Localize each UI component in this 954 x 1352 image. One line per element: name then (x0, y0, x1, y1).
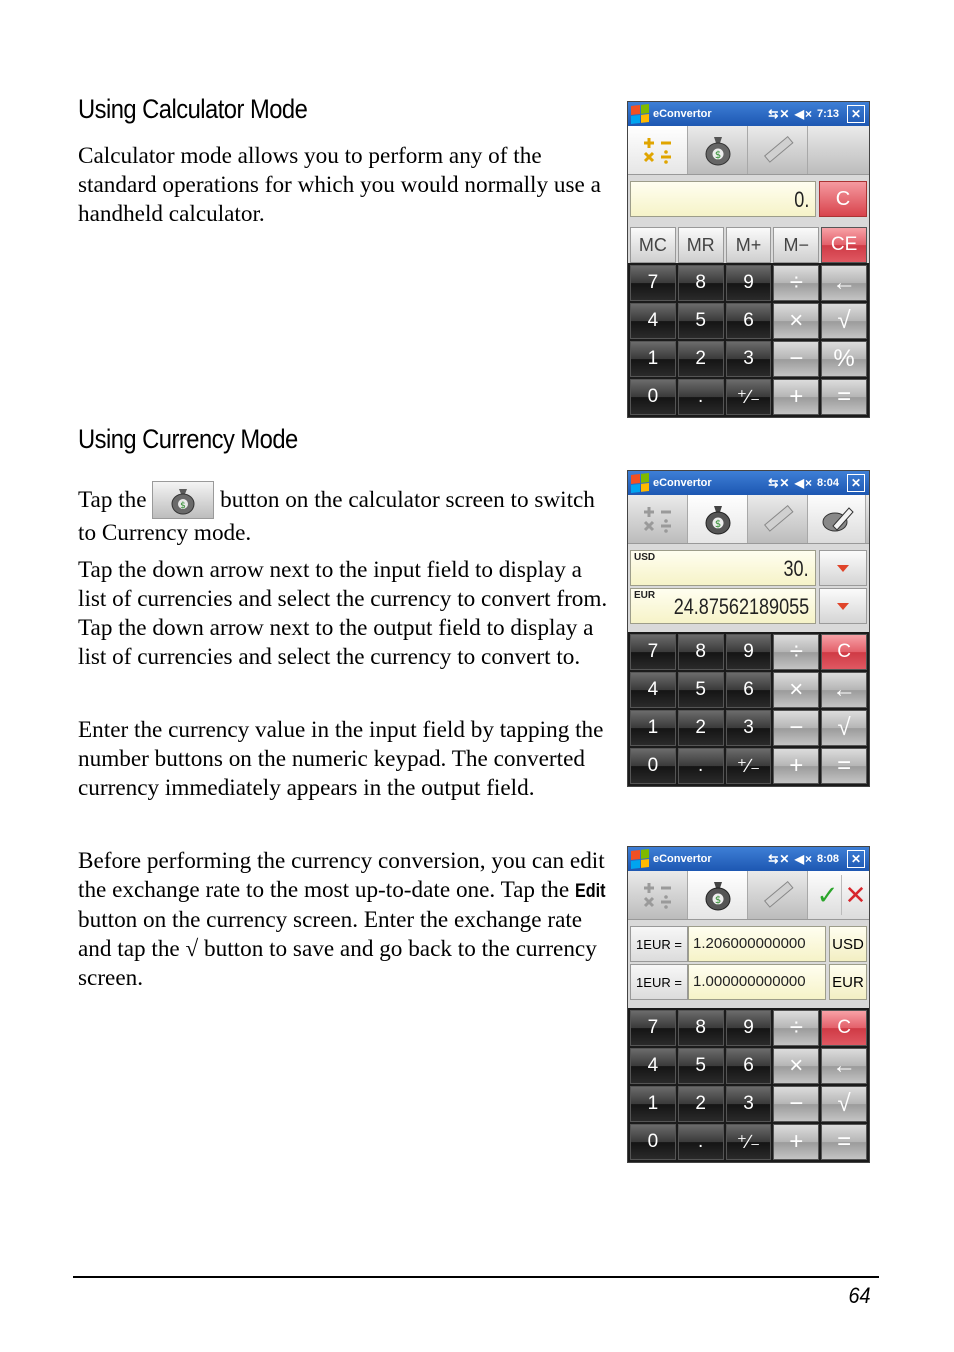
key-divide[interactable]: ÷ (773, 265, 819, 301)
key-sqrt[interactable]: √ (821, 710, 867, 746)
key-2[interactable]: 2 (678, 710, 724, 746)
key-9[interactable]: 9 (726, 634, 772, 670)
output-currency-dropdown[interactable] (819, 588, 867, 624)
edit-rate-button[interactable] (808, 495, 866, 543)
key-multiply[interactable]: × (773, 303, 819, 339)
money-bag-icon (703, 503, 733, 535)
money-bag-icon (703, 134, 733, 166)
key-plus-minus[interactable]: ⁺∕₋ (726, 748, 772, 784)
tab-measurement[interactable] (748, 871, 808, 919)
close-icon[interactable]: ✕ (847, 850, 865, 868)
money-bag-icon (703, 879, 733, 911)
key-plus[interactable]: + (773, 379, 819, 415)
svg-text:$: $ (180, 501, 187, 511)
key-3[interactable]: 3 (726, 710, 772, 746)
key-divide[interactable]: ÷ (773, 1010, 819, 1046)
key-plus[interactable]: + (773, 1124, 819, 1160)
key-sqrt[interactable]: √ (821, 303, 867, 339)
key-backspace[interactable]: ← (821, 672, 867, 708)
connectivity-volume-icon[interactable]: ⇆✕ ◀× (768, 852, 813, 866)
calculator-screenshot (627, 101, 870, 418)
tab-measurement[interactable] (748, 126, 808, 174)
currency-screenshot (627, 470, 870, 787)
key-4[interactable]: 4 (630, 1048, 676, 1084)
mode-tabs (628, 871, 869, 920)
key-sqrt[interactable]: √ (821, 1086, 867, 1122)
tab-currency[interactable] (688, 871, 748, 919)
tab-calculator[interactable] (628, 871, 688, 919)
calculator-display[interactable]: 0. (630, 181, 816, 217)
exchange-rate-instructions (78, 847, 612, 993)
title-bar (628, 847, 869, 871)
currency-output-field[interactable]: EUR 24.87562189055 (630, 588, 816, 624)
key-1[interactable]: 1 (630, 341, 676, 377)
heading-calculator-mode: Using Calculator Mode (78, 94, 308, 124)
title-bar (628, 471, 869, 495)
key-mc[interactable]: MC (630, 227, 676, 263)
chevron-down-icon (837, 603, 849, 610)
svg-text:$: $ (714, 519, 721, 530)
key-1[interactable]: 1 (630, 1086, 676, 1122)
key-equals[interactable]: = (821, 379, 867, 415)
rate2-label: 1EUR = (630, 964, 688, 1000)
key-6[interactable]: 6 (726, 303, 772, 339)
edit-rate-screenshot (627, 846, 870, 1163)
page-number: 64 (847, 1283, 870, 1308)
key-backspace[interactable]: ← (821, 1048, 867, 1084)
key-4[interactable]: 4 (630, 672, 676, 708)
title-bar (628, 102, 869, 126)
currency-dropdown-instructions: Tap the down arrow next to the input field to display a list of currencies and select the currency to convert from. Tap the down arrow next to the output field to display a list of currencies and select the currency to convert to. (78, 557, 608, 670)
input-currency-dropdown[interactable] (819, 550, 867, 586)
rate2-currency: EUR (829, 964, 867, 1000)
key-multiply[interactable]: × (773, 672, 819, 708)
display-area (628, 544, 869, 632)
input-currency-code: USD (634, 552, 656, 563)
calculator-keypad (628, 263, 869, 417)
key-4[interactable]: 4 (630, 303, 676, 339)
connectivity-volume-icon[interactable]: ⇆✕ ◀× (768, 107, 813, 121)
key-percent[interactable]: % (821, 341, 867, 377)
key-6[interactable]: 6 (726, 1048, 772, 1084)
key-8[interactable]: 8 (678, 634, 724, 670)
edit-pencil-icon (819, 502, 855, 536)
tab-currency[interactable] (688, 126, 748, 174)
windows-start-icon[interactable] (631, 473, 649, 493)
key-5[interactable]: 5 (678, 672, 724, 708)
key-1[interactable]: 1 (630, 710, 676, 746)
key-6[interactable]: 6 (726, 672, 772, 708)
currency-intro (78, 481, 612, 548)
key-0[interactable]: 0 (630, 379, 676, 415)
rate-area (628, 920, 869, 1008)
key-2[interactable]: 2 (678, 1086, 724, 1122)
key-plus-minus[interactable]: ⁺∕₋ (726, 379, 772, 415)
key-9[interactable]: 9 (726, 265, 772, 301)
key-0[interactable]: 0 (630, 1124, 676, 1160)
key-multiply[interactable]: × (773, 1048, 819, 1084)
currency-keypad (628, 632, 869, 786)
key-clear[interactable]: C (821, 1010, 867, 1046)
key-2[interactable]: 2 (678, 341, 724, 377)
key-plus-minus[interactable]: ⁺∕₋ (726, 1124, 772, 1160)
exchange-rate-text-before: Before performing the currency conversion, you can edit the exchange rate to the most up-to-date one. Tap the (78, 848, 605, 903)
currency-input-field[interactable]: USD 30. (630, 550, 816, 586)
footer-rule (73, 1276, 879, 1278)
key-m-plus[interactable]: M+ (726, 227, 772, 263)
tab-measurement[interactable] (748, 495, 808, 543)
calculator-ops-icon (641, 880, 675, 910)
exchange-rate-text-after: button on the currency screen. Enter the exchange rate and tap the √ button to save and go back to the currency screen. (78, 907, 597, 991)
key-7[interactable]: 7 (630, 634, 676, 670)
currency-intro-before: Tap the (78, 487, 147, 513)
key-minus[interactable]: − (773, 1086, 819, 1122)
memory-keys (628, 225, 869, 263)
rate1-label: 1EUR = (630, 926, 688, 962)
tab-calculator[interactable] (628, 126, 688, 174)
tab-currency[interactable] (688, 495, 748, 543)
output-currency-code: EUR (634, 590, 656, 601)
calculator-description: Calculator mode allows you to perform any of the standard operations for which you would normally use a handheld calculator. (78, 143, 601, 227)
key-8[interactable]: 8 (678, 265, 724, 301)
rate2-input[interactable]: 1.000000000000 (688, 964, 826, 1000)
key-3[interactable]: 3 (726, 341, 772, 377)
svg-text:$: $ (714, 150, 721, 161)
key-7[interactable]: 7 (630, 1010, 676, 1046)
connectivity-volume-icon[interactable]: ⇆✕ ◀× (768, 476, 813, 490)
money-bag-icon (169, 485, 197, 515)
key-backspace[interactable]: ← (821, 265, 867, 301)
svg-text:$: $ (714, 895, 721, 906)
edit-keypad (628, 1008, 869, 1162)
key-equals[interactable]: = (821, 748, 867, 784)
app-title: eConvertor (653, 477, 712, 489)
tab-calculator[interactable] (628, 495, 688, 543)
key-ce[interactable]: CE (821, 227, 867, 263)
clock: 8:08 (816, 853, 839, 865)
clear-button[interactable]: C (819, 181, 867, 217)
key-plus[interactable]: + (773, 748, 819, 784)
currency-intro-after: button on the calculator screen to switch to Currency mode. (78, 487, 595, 546)
key-divide[interactable]: ÷ (773, 634, 819, 670)
currency-tab-inline-icon (152, 481, 214, 519)
save-rate-button[interactable]: ✓ (816, 879, 839, 910)
windows-start-icon[interactable] (631, 849, 649, 869)
key-0[interactable]: 0 (630, 748, 676, 784)
key-equals[interactable]: = (821, 1124, 867, 1160)
ruler-icon (761, 878, 795, 912)
calculator-ops-icon (641, 504, 675, 534)
rate1-currency: USD (829, 926, 867, 962)
rate1-input[interactable]: 1.206000000000 (688, 926, 826, 962)
key-decimal[interactable]: . (678, 1124, 724, 1160)
close-icon[interactable]: ✕ (847, 474, 865, 492)
ruler-icon (761, 133, 795, 167)
key-9[interactable]: 9 (726, 1010, 772, 1046)
key-5[interactable]: 5 (678, 1048, 724, 1084)
key-decimal[interactable]: . (678, 379, 724, 415)
close-icon[interactable]: ✕ (847, 105, 865, 123)
cancel-edit-button[interactable]: ✕ (841, 875, 869, 915)
heading-currency-mode: Using Currency Mode (78, 424, 298, 454)
app-title: eConvertor (653, 853, 712, 865)
key-minus[interactable]: − (773, 710, 819, 746)
key-5[interactable]: 5 (678, 303, 724, 339)
key-decimal[interactable]: . (678, 748, 724, 784)
key-minus[interactable]: − (773, 341, 819, 377)
key-clear[interactable]: C (821, 634, 867, 670)
windows-start-icon[interactable] (631, 104, 649, 124)
calculator-ops-icon (641, 135, 675, 165)
key-mr[interactable]: MR (678, 227, 724, 263)
edit-keyword: Edit (574, 881, 606, 902)
key-m-minus[interactable]: M− (773, 227, 819, 263)
key-7[interactable]: 7 (630, 265, 676, 301)
display-area (628, 175, 869, 225)
key-8[interactable]: 8 (678, 1010, 724, 1046)
app-title: eConvertor (653, 108, 712, 120)
currency-entry-instructions: Enter the currency value in the input field by tapping the number buttons on the numeric keypad. The converted currency immediately appears in the output field. (78, 717, 604, 801)
key-3[interactable]: 3 (726, 1086, 772, 1122)
chevron-down-icon (837, 565, 849, 572)
clock: 8:04 (816, 477, 839, 489)
mode-tabs (628, 495, 869, 544)
clock: 7:13 (816, 108, 839, 120)
ruler-icon (761, 502, 795, 536)
mode-tabs (628, 126, 869, 175)
